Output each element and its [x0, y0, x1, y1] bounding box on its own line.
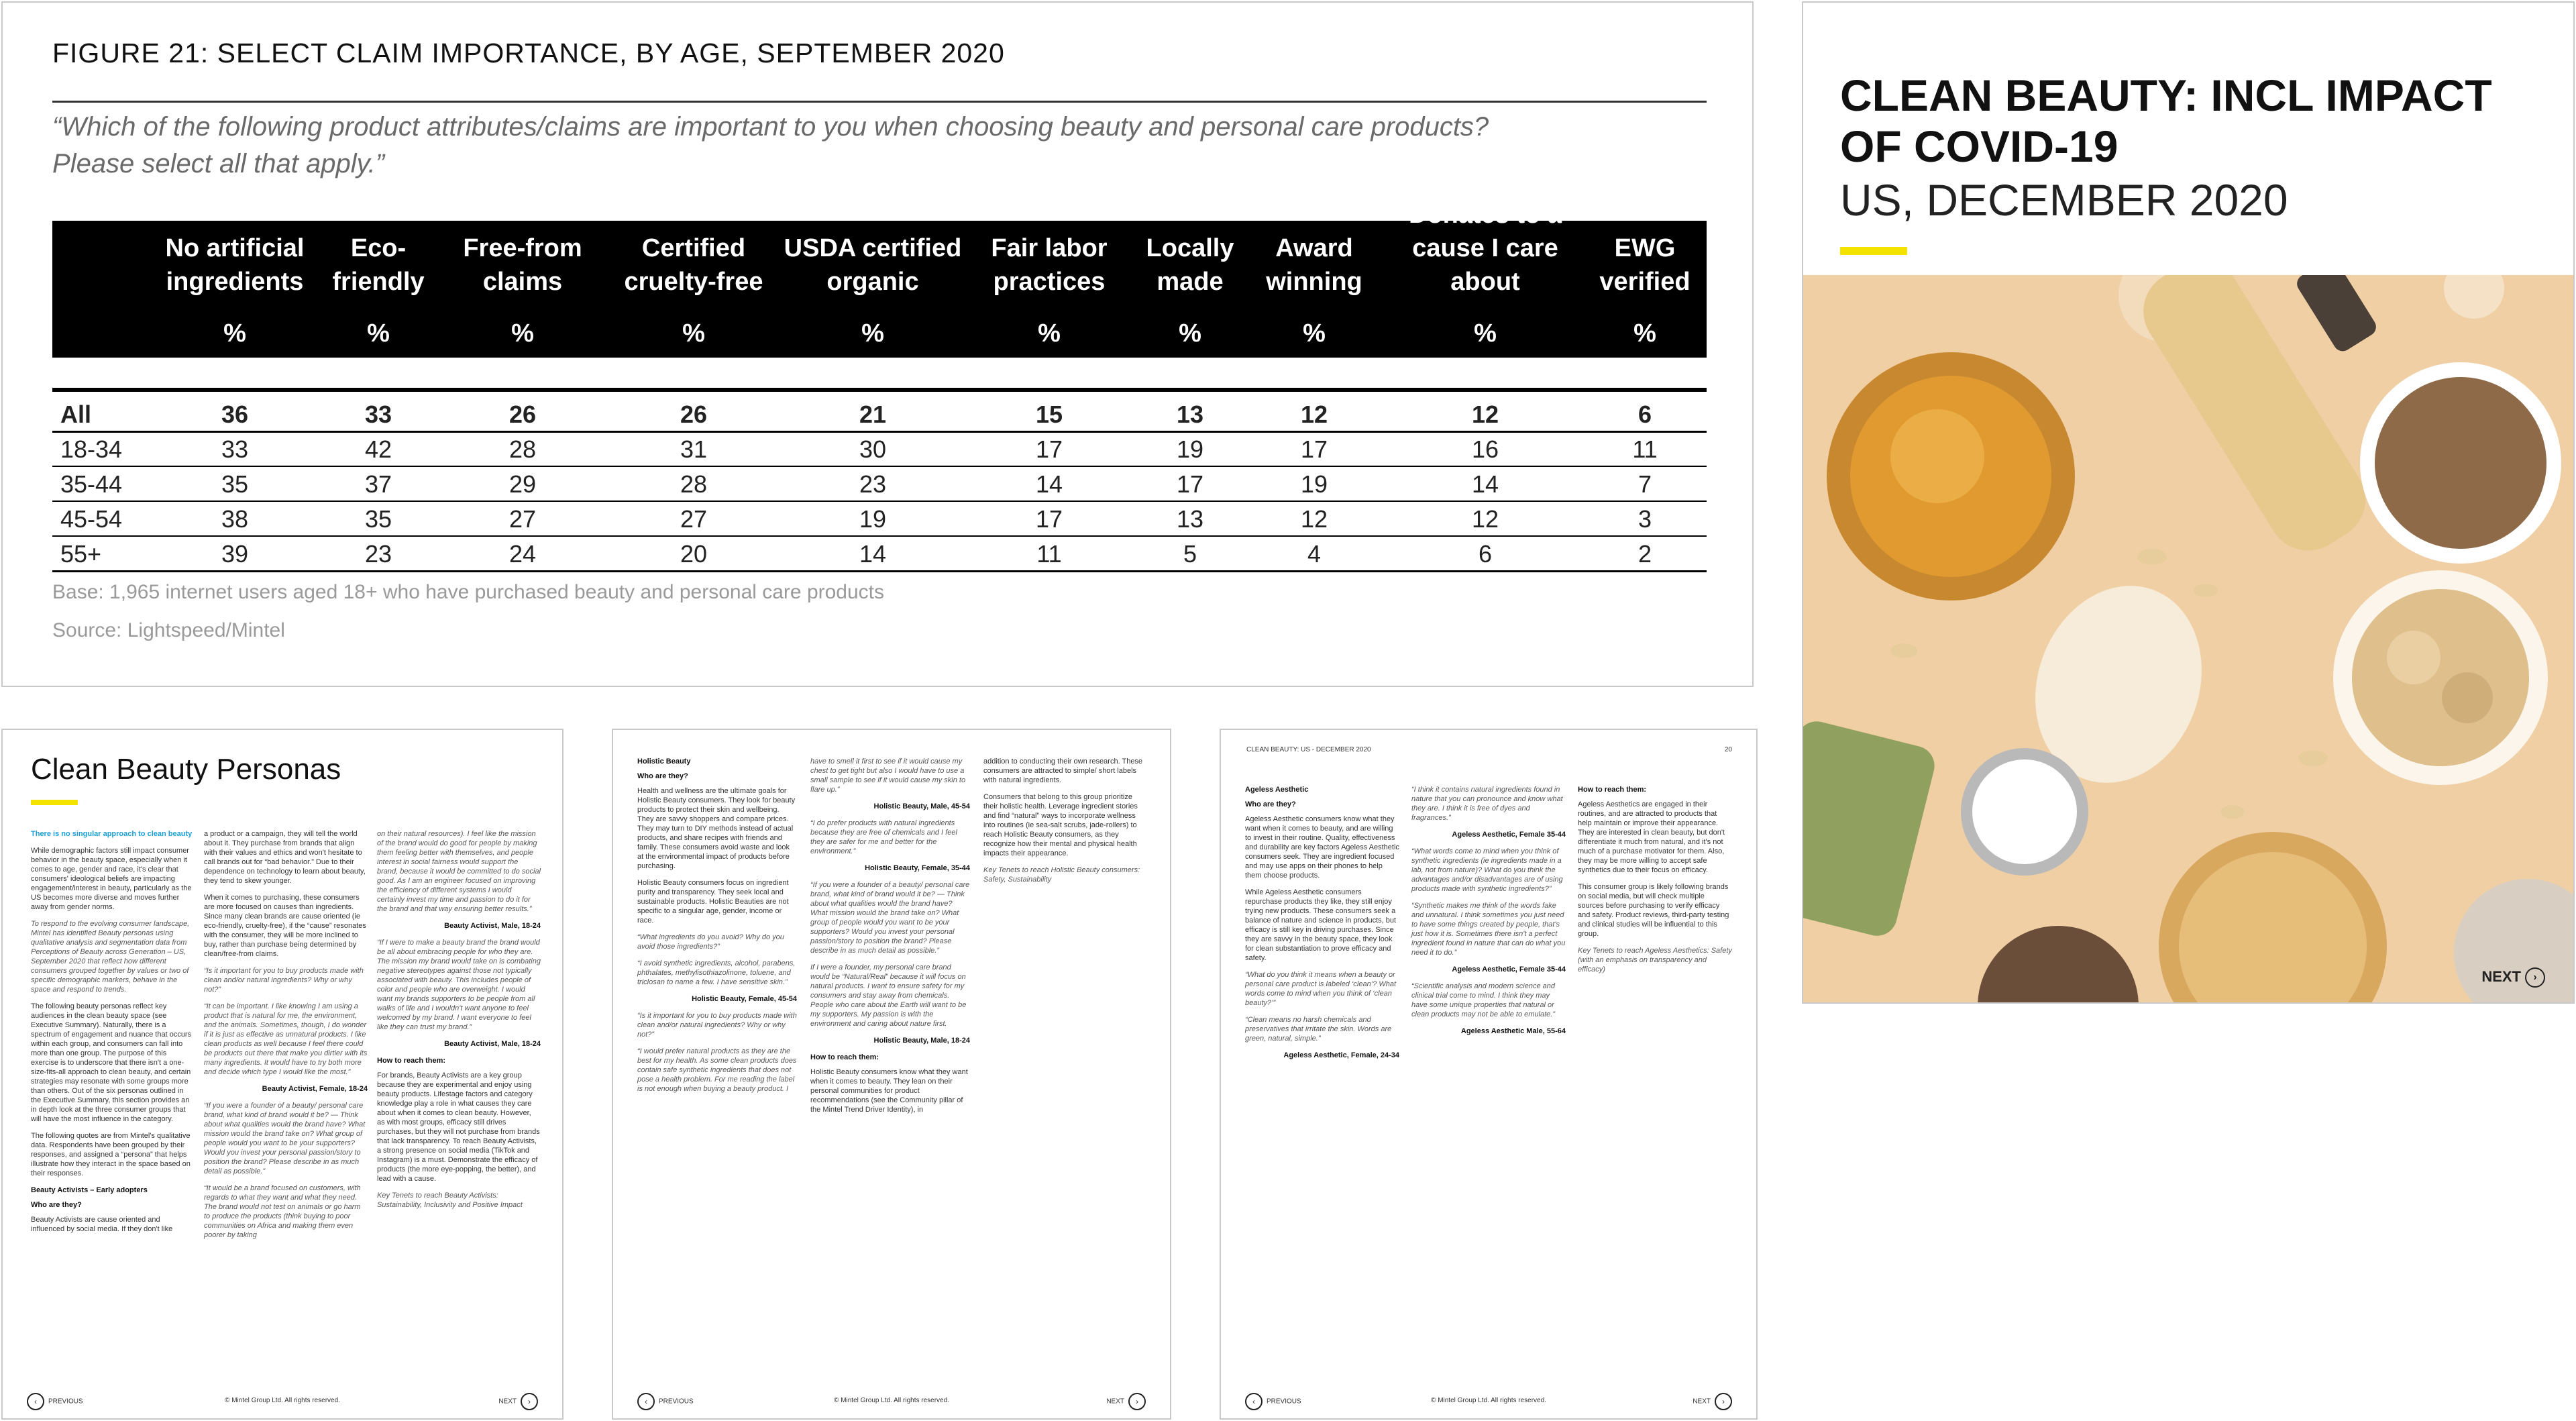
- previous-label: PREVIOUS: [659, 1398, 694, 1406]
- quote-text: “I think it contains natural ingredients found in nature that you can pronounce and know what they are. I think it is free of dyes and fragrances.”: [1411, 786, 1563, 822]
- paragraph: Health and wellness are the ultimate goals for Holistic Beauty consumers. They look for beauty products to protect their skin and wellbeing. They are savvy shoppers and compare prices. They may turn to DIY methods instead of actual products, and share recipes with friends and family. These consumers avoid waste and look at the environmental impact of products before purchasing.: [637, 787, 796, 870]
- figure-title: FIGURE 21: SELECT CLAIM IMPORTANCE, BY AGE, SEPTEMBER 2020: [52, 38, 1005, 68]
- quote-attribution: Holistic Beauty, Female, 45-54: [692, 995, 797, 1003]
- column-header: [759, 221, 987, 358]
- table-cell: 35: [364, 505, 392, 533]
- copyright: © Mintel Group Ltd. All rights reserved.: [1431, 1397, 1546, 1404]
- column-header-line: Certified: [641, 234, 746, 262]
- percent-symbol: %: [511, 319, 534, 348]
- cover-title: CLEAN BEAUTY: INCL IMPACT OF COVID-19: [1840, 70, 2492, 171]
- quote-attribution: Ageless Aesthetic, Female, 24-34: [1283, 1051, 1399, 1059]
- column-header-label: [442, 231, 603, 299]
- previous-label: PREVIOUS: [48, 1398, 83, 1406]
- column-header-line: claims: [482, 268, 563, 296]
- column-header-line: organic: [826, 268, 919, 296]
- section-heading: How to reach them:: [810, 1053, 879, 1061]
- table-cell: 31: [680, 435, 708, 463]
- table-cell: 13: [1176, 401, 1204, 428]
- table-row: [52, 467, 1707, 502]
- next-label: NEXT: [498, 1398, 517, 1406]
- paragraph: The following beauty personas reflect key audiences in the clean beauty space (see Executive Summary). Naturally, there is a spectrum of engagement and nuance that occurs within each group, and consumers can fall into more than one group. The purpose of this exercise is to underscore that there isn't a one-size-fits-all approach to clean beauty, and certain strategies may resonate with some groups more than others. Out of the six personas outlined in the Executive Summary, this section provides an in depth look at the three consumer groups that will have the most influence in the category.: [31, 1002, 192, 1123]
- percent-symbol: %: [1038, 319, 1061, 348]
- previous-label: PREVIOUS: [1267, 1398, 1301, 1406]
- table-cell: 6: [1638, 401, 1652, 428]
- paragraph: Holistic Beauty consumers know what they want when it comes to beauty. They lean on their personal communities for product recommendations (see the Community pillar of the Mintel Trend Driver Identity), in: [810, 1068, 968, 1114]
- table-cell: 38: [221, 505, 249, 533]
- paragraph: While demographic factors still impact consumer behavior in the beauty space, especially when it comes to age, gender and race, it's clear that consumers' ideological beliefs are impacting engagement/interest in beauty, particularly as the US becomes more diverse and moves further away from gender norms.: [31, 847, 192, 911]
- survey-question: [52, 109, 1716, 182]
- column-header-line: cause I care: [1412, 234, 1558, 262]
- column-header-label: [975, 231, 1123, 299]
- section-heading: How to reach them:: [377, 1057, 446, 1065]
- question-line: “Which of the following product attributes/claims are important to you when choosing beauty and personal care products?: [52, 112, 1489, 142]
- page-thumbnail-personas[interactable]: [1, 729, 564, 1420]
- text-column: [1578, 785, 1732, 982]
- column-header-line: friendly: [332, 268, 425, 296]
- column-header-line: cruelty-free: [624, 268, 763, 296]
- chevron-right-icon: ›: [2525, 967, 2545, 988]
- percent-symbol: %: [861, 319, 884, 348]
- cover-card[interactable]: [1802, 1, 2575, 1004]
- text-column: [1245, 785, 1399, 1067]
- column-header: [610, 221, 777, 358]
- table-cell: 19: [1300, 470, 1328, 498]
- column-header-line: made: [1157, 268, 1224, 296]
- chevron-left-icon: ‹: [27, 1393, 44, 1410]
- table-cell: 36: [221, 401, 249, 428]
- percent-symbol: %: [1179, 319, 1201, 348]
- table-cell: 23: [859, 470, 887, 498]
- section-heading: How to reach them:: [1578, 786, 1647, 794]
- row-divider: [52, 388, 1707, 392]
- table-cell: 19: [1176, 435, 1204, 463]
- table-cell: 33: [221, 435, 249, 463]
- quote-attribution: Beauty Activist, Male, 18-24: [444, 922, 541, 930]
- column-header: [158, 221, 312, 358]
- table-cell: 19: [859, 505, 887, 533]
- column-header-line: EWG: [1614, 234, 1676, 262]
- text-column: [1411, 785, 1566, 1043]
- page-footer: [633, 1387, 1150, 1410]
- quote-text: Key Tenets to reach Holistic Beauty consumers: Safety, Sustainability: [983, 866, 1140, 884]
- table-cell: 17: [1035, 435, 1063, 463]
- table-cell: 12: [1471, 401, 1499, 428]
- page-footer: [1241, 1387, 1736, 1410]
- column-header-line: Award: [1275, 234, 1353, 262]
- accent-bar: [31, 800, 78, 805]
- paragraph: While Ageless Aesthetic consumers repurchase products they like, they still enjoy trying new products. These consumers seek a balance of nature and science in products, but efficacy is still key in driving purchases. Since they are savvy in the beauty space, they look for clean substantiation to prove efficacy and safety.: [1245, 888, 1397, 962]
- table-cell: 17: [1035, 505, 1063, 533]
- quote-text: “Is it important for you to buy products made with clean and/or natural ingredients? Why or why not?”: [204, 967, 364, 994]
- text-column: [983, 757, 1143, 892]
- paragraph: Ageless Aesthetic consumers know what they want when it comes to beauty, and are willing to invest in their routine. Quality, effectiveness and durability are key factors Ageless Aesthetic consumers seek. They are ingredient focused and may use apps on their phones to help them choose products.: [1245, 815, 1399, 880]
- quote-attribution: Holistic Beauty, Male, 18-24: [873, 1037, 970, 1045]
- column-header-line: practices: [993, 268, 1106, 296]
- table-cell: 4: [1307, 540, 1322, 568]
- next-label: NEXT: [1106, 1398, 1124, 1406]
- next-label: NEXT: [2481, 967, 2521, 985]
- quote-attribution: Beauty Activist, Male, 18-24: [444, 1040, 541, 1048]
- row-label: 35-44: [60, 470, 123, 498]
- paragraph: a product or a campaign, they will tell the world about it. They purchase from brands that align with their values and ethics and won't hesitate to call brands out for “bad behavior.” Due to their dependence on technology to learn about beauty, they tend to skew younger.: [204, 830, 366, 885]
- column-header-line: Locally: [1146, 234, 1234, 262]
- next-label: NEXT: [1693, 1398, 1711, 1406]
- table-cell: 24: [508, 540, 537, 568]
- section-heading: Beauty Activists – Early adopters: [31, 1186, 148, 1194]
- section-heading: Who are they?: [1245, 800, 1296, 808]
- percent-symbol: %: [1633, 319, 1656, 348]
- column-header-label: [1564, 231, 1725, 299]
- table-cell: 5: [1183, 540, 1197, 568]
- quote-text: have to smell it first to see if it would cause my chest to get tight but also I would have to use a small sample to see if it would cause my skin to flare up.”: [810, 757, 966, 794]
- column-header: [1247, 221, 1381, 358]
- source-note: Source: Lightspeed/Mintel: [52, 619, 285, 641]
- table-cell: 12: [1300, 401, 1328, 428]
- table-cell: 27: [680, 505, 708, 533]
- section-heading: Holistic Beauty: [637, 757, 691, 766]
- table-cell: 28: [680, 470, 708, 498]
- table-cell: 35: [221, 470, 249, 498]
- quote-attribution: Holistic Beauty, Female, 35-44: [865, 864, 970, 872]
- column-header-label: [158, 231, 312, 299]
- table-cell: 3: [1638, 505, 1652, 533]
- chevron-right-icon: ›: [1715, 1393, 1732, 1410]
- table-cell: 14: [859, 540, 887, 568]
- quote-text: “Is it important for you to buy products made with clean and/or natural ingredients? Why or why not?”: [637, 1012, 797, 1039]
- quote-text: “It can be important. I like knowing I am using a product that is natural for me, the environment, and the animals. Sometimes, though, I do wonder if it is just as effective as unnatural products. I like clean products as well because I feel there could be products out there that make you dirtier with its many ingredients. It would have to try both more and decide which type I would like the most.”: [204, 1002, 368, 1076]
- table-cell: 11: [1036, 540, 1062, 568]
- column-header-label: [1385, 198, 1586, 299]
- paragraph: The following quotes are from Mintel's qualitative data. Respondents have been grouped by their responses, and assigned a “persona” that helps illustrate how they interact in the space based on their responses.: [31, 1132, 191, 1177]
- row-divider: [52, 570, 1707, 572]
- accent-bar: [1840, 247, 1907, 255]
- page-number: 20: [1724, 746, 1732, 753]
- paragraph: Consumers that belong to this group prioritize their holistic health. Leverage ingredient stories and find “natural” ways to incorporate wellness into routines (ie sea-salt scrubs, jade-rollers) to reach Holistic Beauty consumers, as they recognize how their mental and physical health impacts their appearance.: [983, 793, 1138, 857]
- row-divider: [52, 501, 1707, 502]
- column-header-label: [759, 231, 987, 299]
- table-row: [52, 502, 1707, 537]
- section-heading: Who are they?: [31, 1201, 82, 1209]
- quote-text: Key Tenets to reach Beauty Activists: Sustainability, Inclusivity and Positive Impact: [377, 1192, 523, 1209]
- column-header-label: [1247, 231, 1381, 299]
- section-heading: Who are they?: [637, 772, 688, 780]
- paragraph: This consumer group is likely following brands on social media, but will check multiple sources before purchasing to verify efficacy and safety. Product reviews, third-party testing and clinical studies will be influential to this group.: [1578, 883, 1729, 938]
- quote-text: “Clean means no harsh chemicals and preservatives that irritate the skin. Words are green, natural, simple.”: [1245, 1016, 1392, 1043]
- column-header-line: Free-from: [463, 234, 582, 262]
- table-cell: 37: [364, 470, 392, 498]
- table-cell: 15: [1035, 401, 1063, 428]
- next-button[interactable]: [2481, 967, 2545, 988]
- page-footer: [23, 1387, 542, 1410]
- row-label: All: [60, 401, 92, 428]
- quote-text: “I would prefer natural products as they are the best for my health. As some clean products does contain safe synthetic ingredients that does not pose a health problem. For me reading the label is not enough when buying a beauty product. I: [637, 1047, 797, 1093]
- quote-text: “What words come to mind when you think of synthetic ingredients (ie ingredients made in a lab, not from nature)? What do you think the advantages and/or disadvantages are of using products made with synthetic ingredients?”: [1411, 847, 1563, 893]
- row-divider: [52, 431, 1707, 433]
- percent-symbol: %: [367, 319, 390, 348]
- table-cell: 12: [1471, 505, 1499, 533]
- table-cell: 30: [859, 435, 887, 463]
- table-cell: 17: [1176, 470, 1204, 498]
- quote-text: “What do you think it means when a beauty or personal care product is labeled ‘clean’? What words come to mind when you think of ‘clean beauty?’”: [1245, 971, 1397, 1007]
- page-thumbnail-holistic-beauty[interactable]: [612, 729, 1171, 1420]
- quote-text: To respond to the evolving consumer landscape, Mintel has identified Beauty personas using qualitative analysis and segmentation data from Perceptions of Beauty across Generation – US, September 2020 that reflect how different consumers grouped together by values or two of specific demographic markers, behave in the space and respond to trends.: [31, 920, 190, 994]
- text-column: [204, 829, 368, 1247]
- table-cell: 16: [1471, 435, 1499, 463]
- quote-attribution: Ageless Aesthetic, Female 35-44: [1452, 965, 1566, 973]
- text-column: [377, 829, 541, 1217]
- table-cell: 26: [508, 401, 537, 428]
- copyright: © Mintel Group Ltd. All rights reserved.: [225, 1397, 340, 1404]
- table-cell: 29: [508, 470, 537, 498]
- quote-text: “Synthetic makes me think of the words fake and unnatural. I think sometimes you just need to have some things created by people, that's just how it is. Sometimes there isn't a perfect ingredient found in nature that can do what you need it to do.”: [1411, 902, 1566, 957]
- column-header: [975, 221, 1123, 358]
- paragraph: Holistic Beauty consumers focus on ingredient purity and transparency. They seek local and sustainable products. Holistic Beauties are not specific to a singular age, gender, income or race.: [637, 879, 789, 925]
- quote-text: “If I were to make a beauty brand the brand would be all about embracing people for who they are. The mission my brand would take on is combating negative stereotypes against those not typically associated with beauty. This includes people of color and people who are overweight. I would want my brands supporters to be people from all walks of life and I wouldn't want anyone to feel welcomed by my brand. I want everyone to feel like they can trust my brand.”: [377, 939, 541, 1031]
- column-header-line: No artificial: [165, 234, 305, 262]
- title-rule: [52, 101, 1707, 103]
- quote-attribution: Holistic Beauty, Male, 45-54: [873, 802, 970, 810]
- quote-attribution: Ageless Aesthetic, Female 35-44: [1452, 831, 1566, 839]
- table-cell: 7: [1638, 470, 1652, 498]
- text-column: [31, 829, 195, 1241]
- quote-text: “It would be a brand focused on customers, with regards to what they want and what they need. The brand would not test on animals or go harm to produce the products (think buying to poor communities on Africa and making them even poorer by taking: [204, 1184, 361, 1239]
- quote-text: “I do prefer products with natural ingredients because they are free of chemicals and I feel they are safer for me and better for the environment.”: [810, 819, 957, 855]
- table-row: [52, 397, 1707, 432]
- column-header-line: Fair labor: [991, 234, 1108, 262]
- column-header-line: verified: [1599, 268, 1690, 296]
- cover-subtitle: US, DECEMBER 2020: [1840, 175, 2288, 225]
- quote-attribution: Beauty Activist, Female, 18-24: [262, 1085, 368, 1093]
- chevron-left-icon: ‹: [637, 1393, 655, 1410]
- quote-text: If I were a founder, my personal care brand would be “Natural/Real” because it will focus on natural products. I want to ensure safety for my consumers and stay away from chemicals. People who care about the Earth will want to be my supporters. My passion is with the environment and caring about nature first.: [810, 963, 967, 1028]
- table-cell: 11: [1632, 435, 1658, 463]
- table-cell: 6: [1478, 540, 1493, 568]
- table-cell: 33: [364, 401, 392, 428]
- paragraph: For brands, Beauty Activists are a key group because they are experimental and enjoy using beauty products. Lifestage factors and category knowledge play a role in what causes they care about when it comes to clean beauty. However, as with most groups, efficacy still drives purchases, but they will not purchase from brands that lack transparency. To reach Beauty Activists, a strong presence on social media (TikTok and Instagram) is a must. Demonstrate the efficacy of products (the more eye-popping, the better), and lead with a cause.: [377, 1071, 540, 1183]
- column-header-line: winning: [1266, 268, 1362, 296]
- percent-symbol: %: [682, 319, 705, 348]
- chevron-right-icon: ›: [1128, 1393, 1146, 1410]
- table-header: [52, 201, 1707, 358]
- table-cell: 2: [1638, 540, 1652, 568]
- table-cell: 39: [221, 540, 249, 568]
- paragraph: addition to conducting their own research. These consumers are attracted to simple/ short labels with natural ingredients.: [983, 757, 1143, 784]
- quote-text: “What ingredients do you avoid? Why do you avoid those ingredients?”: [637, 933, 784, 951]
- table-cell: 17: [1300, 435, 1328, 463]
- quote-text: Key Tenets to reach Ageless Aesthetics: Safety (with an emphasis on transparency and efficacy): [1578, 947, 1732, 973]
- table-cell: 42: [364, 435, 392, 463]
- column-header: [1385, 201, 1586, 358]
- figure-card: [1, 1, 1754, 687]
- chevron-right-icon: ›: [521, 1393, 538, 1410]
- quote-text: “I avoid synthetic ingredients, alcohol, parabens, phthalates, methylisothiazolinone, toluene, and triclosan to name a few. I have sensitive skin.”: [637, 959, 796, 986]
- table-row: [52, 537, 1707, 572]
- text-column: [810, 757, 970, 1122]
- percent-symbol: %: [1474, 319, 1497, 348]
- row-label: 18-34: [60, 435, 123, 463]
- row-label: 55+: [60, 540, 102, 568]
- question-line: Please select all that apply.”: [52, 149, 385, 178]
- next-button[interactable]: [498, 1393, 542, 1410]
- next-button[interactable]: [1693, 1393, 1736, 1410]
- column-header: [1130, 221, 1250, 358]
- table-cell: 28: [508, 435, 537, 463]
- column-header-line: ingredients: [166, 268, 304, 296]
- column-header-line: about: [1450, 268, 1520, 296]
- running-head: CLEAN BEAUTY: US - DECEMBER 2020: [1246, 746, 1371, 753]
- paragraph: Ageless Aesthetics are engaged in their routines, and are attracted to products that help maintain or improve their appearance. They are interested in clean beauty, but don't differentiate it much from natural, and it's not much of a purchase motivator for them. Also, they may be more willing to accept safe synthetics due to their focus on efficacy.: [1578, 800, 1725, 874]
- chevron-left-icon: ‹: [1245, 1393, 1263, 1410]
- paragraph: When it comes to purchasing, these consumers are more focused on causes than ingredients. Since many clean brands are cause oriented (ie eco-friendly, cruelty-free), if the “cause” resonates with the consumer, they will be more inclined to buy, rather than purchase being determined by clean/free-from claims.: [204, 894, 366, 958]
- column-header: [1564, 221, 1725, 358]
- page-thumbnail-ageless-aesthetic[interactable]: [1220, 729, 1758, 1420]
- table-cell: 14: [1471, 470, 1499, 498]
- table-cell: 27: [508, 505, 537, 533]
- row-divider: [52, 535, 1707, 537]
- column-header-label: [610, 231, 777, 299]
- percent-symbol: %: [1303, 319, 1326, 348]
- column-header: [442, 221, 603, 358]
- base-note: Base: 1,965 internet users aged 18+ who have purchased beauty and personal care products: [52, 581, 885, 603]
- column-header-line: Eco-: [350, 234, 407, 262]
- copyright: © Mintel Group Ltd. All rights reserved.: [834, 1397, 949, 1404]
- quote-text: “Scientific analysis and modern science and clinical trial come to mind. I think they may have some unique properties that natural or clean products may not be able to emulate.”: [1411, 982, 1556, 1018]
- column-header-line: USDA certified: [784, 234, 962, 262]
- percent-symbol: %: [223, 319, 246, 348]
- table-row: [52, 432, 1707, 467]
- lead-heading: There is no singular approach to clean beauty: [31, 830, 193, 838]
- quote-attribution: Ageless Aesthetic Male, 55-64: [1460, 1027, 1566, 1035]
- table-cell: 20: [680, 540, 708, 568]
- column-header-label: [1130, 231, 1250, 299]
- table-cell: 13: [1176, 505, 1204, 533]
- table-cell: 21: [859, 401, 887, 428]
- cover-photo: [1803, 275, 2573, 1002]
- table-cell: 14: [1035, 470, 1063, 498]
- quote-text: on their natural resources). I feel like the mission of the brand would do good for people by making them feeling better with themselves, and people interest in social fairness would support the brand, because it would be committed to do social good. As I am an engineer focused on improving the efficiency of different systems I would certainly invest my time and passion to do it for the brand and that way ensuring better results.”: [377, 830, 541, 913]
- table-cell: 26: [680, 401, 708, 428]
- column-header: [328, 221, 429, 358]
- section-heading: Ageless Aesthetic: [1245, 786, 1309, 794]
- next-button[interactable]: [1106, 1393, 1150, 1410]
- row-label: 45-54: [60, 505, 123, 533]
- column-header-line: Donates to a: [1408, 201, 1562, 229]
- page-title: Clean Beauty Personas: [31, 753, 341, 786]
- table-cell: 23: [364, 540, 392, 568]
- row-divider: [52, 466, 1707, 467]
- quote-text: “If you were a founder of a beauty/ personal care brand, what kind of brand would it be? — Think about what qualities would the brand have? What mission would the brand take on? What group of people would you want to be your supporters? Would you invest your personal passion/story to position the brand? Please describe in as much detail as possible.”: [810, 881, 970, 955]
- paragraph: Beauty Activists are cause oriented and influenced by social media. If they don't like: [31, 1216, 173, 1233]
- text-column: [637, 757, 797, 1101]
- quote-text: “If you were a founder of a beauty/ personal care brand, what kind of brand would it be? — Think about what qualities would the brand have? What mission would the brand take on? What group of people would you want to be your supporters? Would you invest your personal passion/story to position the brand? Please describe in as much detail as possible.”: [204, 1102, 366, 1175]
- table-cell: 12: [1300, 505, 1328, 533]
- column-header-label: [328, 231, 429, 299]
